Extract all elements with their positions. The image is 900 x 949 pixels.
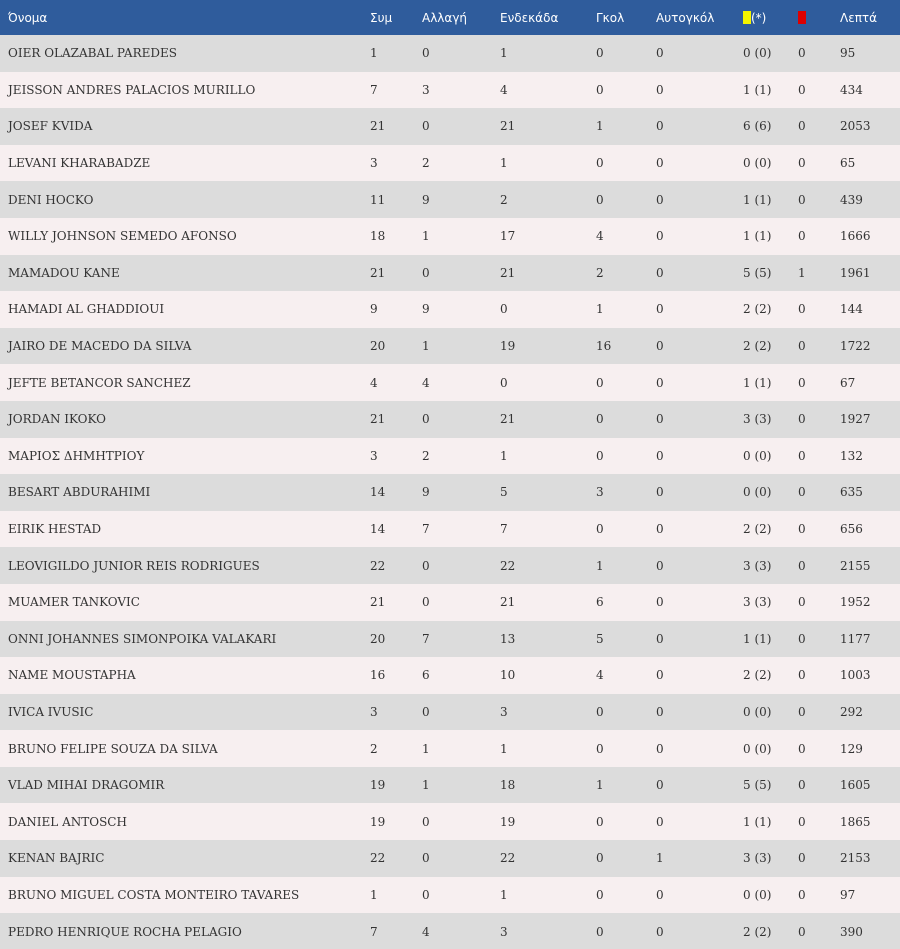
cell-apps: 19 xyxy=(370,778,386,793)
cell-subs: 2 xyxy=(422,156,430,171)
cell-minutes: 439 xyxy=(840,192,863,207)
cell-apps: 22 xyxy=(370,558,386,573)
cell-name[interactable]: OIER OLAZABAL PAREDES xyxy=(8,46,177,61)
cell-name[interactable]: KENAN BAJRIC xyxy=(8,851,105,866)
table-row xyxy=(0,291,900,328)
cell-lineups: 1 xyxy=(500,741,508,756)
cell-apps: 3 xyxy=(370,704,378,719)
cell-minutes: 1927 xyxy=(840,412,871,427)
cell-goals: 3 xyxy=(596,485,604,500)
cell-minutes: 1605 xyxy=(840,778,871,793)
cell-goals: 2 xyxy=(596,265,604,280)
cell-minutes: 1952 xyxy=(840,595,871,610)
cell-minutes: 635 xyxy=(840,485,863,500)
cell-lineups: 1 xyxy=(500,156,508,171)
cell-subs: 9 xyxy=(422,485,430,500)
cell-apps: 1 xyxy=(370,46,378,61)
header-lineups[interactable]: Ενδεκάδα xyxy=(500,10,559,25)
cell-minutes: 2153 xyxy=(840,851,871,866)
cell-red: 0 xyxy=(798,192,806,207)
cell-apps: 9 xyxy=(370,302,378,317)
header-own-goals[interactable]: Αυτογκόλ xyxy=(656,10,715,25)
cell-subs: 1 xyxy=(422,339,430,354)
cell-goals: 0 xyxy=(596,192,604,207)
cell-minutes: 1666 xyxy=(840,229,871,244)
cell-minutes: 65 xyxy=(840,156,856,171)
cell-lineups: 7 xyxy=(500,522,508,537)
cell-goals: 4 xyxy=(596,229,604,244)
cell-apps: 22 xyxy=(370,851,386,866)
cell-red: 0 xyxy=(798,375,806,390)
cell-goals: 0 xyxy=(596,156,604,171)
cell-subs: 1 xyxy=(422,778,430,793)
cell-own-goals: 0 xyxy=(656,595,664,610)
table-row xyxy=(0,511,900,548)
cell-yellow: 1 (1) xyxy=(743,814,772,829)
header-yellow-suffix: (*) xyxy=(751,10,767,25)
cell-lineups: 1 xyxy=(500,887,508,902)
table-row xyxy=(0,621,900,658)
cell-red: 0 xyxy=(798,156,806,171)
cell-apps: 14 xyxy=(370,522,386,537)
cell-own-goals: 0 xyxy=(656,339,664,354)
table-row xyxy=(0,401,900,438)
cell-own-goals: 0 xyxy=(656,265,664,280)
cell-yellow: 2 (2) xyxy=(743,522,772,537)
table-row xyxy=(0,803,900,840)
cell-yellow: 1 (1) xyxy=(743,229,772,244)
table-row xyxy=(0,181,900,218)
cell-yellow: 1 (1) xyxy=(743,631,772,646)
cell-red: 1 xyxy=(798,265,806,280)
cell-apps: 16 xyxy=(370,668,386,683)
cell-subs: 4 xyxy=(422,375,430,390)
cell-own-goals: 0 xyxy=(656,412,664,427)
cell-own-goals: 0 xyxy=(656,156,664,171)
cell-minutes: 132 xyxy=(840,448,863,463)
cell-name[interactable]: BRUNO MIGUEL COSTA MONTEIRO TAVARES xyxy=(8,887,300,902)
cell-own-goals: 0 xyxy=(656,814,664,829)
cell-red: 0 xyxy=(798,119,806,134)
cell-subs: 0 xyxy=(422,851,430,866)
cell-lineups: 3 xyxy=(500,924,508,939)
cell-lineups: 1 xyxy=(500,46,508,61)
cell-goals: 0 xyxy=(596,924,604,939)
cell-lineups: 21 xyxy=(500,119,516,134)
cell-yellow: 0 (0) xyxy=(743,448,772,463)
cell-minutes: 2155 xyxy=(840,558,871,573)
cell-name[interactable]: JEISSON ANDRES PALACIOS MURILLO xyxy=(8,82,256,97)
cell-name[interactable]: JOSEF KVIDA xyxy=(8,119,93,134)
cell-minutes: 2053 xyxy=(840,119,871,134)
cell-lineups: 13 xyxy=(500,631,516,646)
table-row xyxy=(0,694,900,731)
cell-yellow: 3 (3) xyxy=(743,412,772,427)
cell-own-goals: 0 xyxy=(656,741,664,756)
cell-subs: 0 xyxy=(422,704,430,719)
cell-yellow: 2 (2) xyxy=(743,668,772,683)
cell-goals: 6 xyxy=(596,595,604,610)
cell-apps: 21 xyxy=(370,119,386,134)
cell-subs: 7 xyxy=(422,522,430,537)
cell-yellow: 2 (2) xyxy=(743,339,772,354)
cell-subs: 2 xyxy=(422,448,430,463)
header-name[interactable]: Όνομα xyxy=(8,10,48,25)
cell-lineups: 0 xyxy=(500,302,508,317)
cell-lineups: 19 xyxy=(500,339,516,354)
cell-red: 0 xyxy=(798,46,806,61)
cell-apps: 7 xyxy=(370,82,378,97)
cell-red: 0 xyxy=(798,302,806,317)
cell-name[interactable]: JORDAN IKOKO xyxy=(8,412,106,427)
cell-minutes: 656 xyxy=(840,522,863,537)
cell-yellow: 0 (0) xyxy=(743,46,772,61)
table-row xyxy=(0,72,900,109)
table-row xyxy=(0,877,900,914)
cell-subs: 0 xyxy=(422,887,430,902)
cell-yellow: 1 (1) xyxy=(743,375,772,390)
cell-lineups: 22 xyxy=(500,558,516,573)
cell-own-goals: 0 xyxy=(656,668,664,683)
cell-name[interactable]: DENI HOCKO xyxy=(8,192,94,207)
cell-own-goals: 0 xyxy=(656,302,664,317)
cell-yellow: 2 (2) xyxy=(743,924,772,939)
cell-subs: 0 xyxy=(422,46,430,61)
cell-goals: 16 xyxy=(596,339,612,354)
cell-yellow: 0 (0) xyxy=(743,887,772,902)
cell-goals: 0 xyxy=(596,82,604,97)
table-row xyxy=(0,145,900,182)
cell-yellow: 0 (0) xyxy=(743,156,772,171)
cell-own-goals: 0 xyxy=(656,522,664,537)
cell-minutes: 390 xyxy=(840,924,863,939)
table-row xyxy=(0,218,900,255)
header-apps[interactable]: Συμ xyxy=(370,10,393,25)
cell-name[interactable]: LEOVIGILDO JUNIOR REIS RODRIGUES xyxy=(8,558,260,573)
cell-name[interactable]: MUAMER TANKOVIC xyxy=(8,595,140,610)
cell-lineups: 10 xyxy=(500,668,516,683)
cell-name[interactable]: WILLY JOHNSON SEMEDO AFONSO xyxy=(8,229,237,244)
cell-red: 0 xyxy=(798,412,806,427)
table-row xyxy=(0,35,900,72)
table-row xyxy=(0,657,900,694)
cell-yellow: 5 (5) xyxy=(743,265,772,280)
cell-minutes: 1961 xyxy=(840,265,871,280)
cell-name[interactable]: DANIEL ANTOSCH xyxy=(8,814,127,829)
cell-subs: 0 xyxy=(422,265,430,280)
table-row xyxy=(0,730,900,767)
cell-yellow: 0 (0) xyxy=(743,741,772,756)
cell-lineups: 21 xyxy=(500,595,516,610)
cell-yellow: 0 (0) xyxy=(743,704,772,719)
cell-subs: 0 xyxy=(422,814,430,829)
cell-name[interactable]: LEVANI KHARABADZE xyxy=(8,156,151,171)
cell-red: 0 xyxy=(798,741,806,756)
table-row xyxy=(0,328,900,365)
cell-goals: 0 xyxy=(596,851,604,866)
cell-subs: 9 xyxy=(422,192,430,207)
cell-red: 0 xyxy=(798,887,806,902)
cell-apps: 20 xyxy=(370,631,386,646)
cell-yellow: 3 (3) xyxy=(743,595,772,610)
cell-own-goals: 0 xyxy=(656,778,664,793)
cell-subs: 4 xyxy=(422,924,430,939)
cell-subs: 1 xyxy=(422,229,430,244)
header-yellow-cards[interactable] xyxy=(743,0,798,35)
cell-apps: 20 xyxy=(370,339,386,354)
cell-yellow: 2 (2) xyxy=(743,302,772,317)
cell-red: 0 xyxy=(798,668,806,683)
cell-yellow: 3 (3) xyxy=(743,558,772,573)
table-row xyxy=(0,255,900,292)
red-card-icon xyxy=(798,11,806,24)
cell-red: 0 xyxy=(798,485,806,500)
cell-name[interactable]: PEDRO HENRIQUE ROCHA PELAGIO xyxy=(8,924,242,939)
cell-name[interactable]: JEFTE BETANCOR SANCHEZ xyxy=(8,375,191,390)
cell-goals: 0 xyxy=(596,814,604,829)
table-row xyxy=(0,767,900,804)
cell-own-goals: 0 xyxy=(656,192,664,207)
cell-apps: 18 xyxy=(370,229,386,244)
cell-apps: 2 xyxy=(370,741,378,756)
cell-apps: 14 xyxy=(370,485,386,500)
cell-apps: 1 xyxy=(370,887,378,902)
cell-own-goals: 0 xyxy=(656,485,664,500)
cell-minutes: 129 xyxy=(840,741,863,756)
cell-minutes: 67 xyxy=(840,375,856,390)
cell-yellow: 1 (1) xyxy=(743,192,772,207)
cell-lineups: 1 xyxy=(500,448,508,463)
table-header xyxy=(0,0,900,35)
cell-subs: 0 xyxy=(422,412,430,427)
cell-red: 0 xyxy=(798,851,806,866)
cell-goals: 0 xyxy=(596,741,604,756)
cell-red: 0 xyxy=(798,522,806,537)
cell-goals: 1 xyxy=(596,119,604,134)
cell-red: 0 xyxy=(798,704,806,719)
table-row xyxy=(0,584,900,621)
cell-name[interactable]: BRUNO FELIPE SOUZA DA SILVA xyxy=(8,741,218,756)
header-goals[interactable]: Γκολ xyxy=(596,10,625,25)
table-row xyxy=(0,364,900,401)
cell-goals: 0 xyxy=(596,522,604,537)
cell-lineups: 21 xyxy=(500,412,516,427)
cell-minutes: 95 xyxy=(840,46,856,61)
cell-red: 0 xyxy=(798,814,806,829)
cell-lineups: 0 xyxy=(500,375,508,390)
cell-goals: 1 xyxy=(596,558,604,573)
cell-own-goals: 0 xyxy=(656,887,664,902)
cell-red: 0 xyxy=(798,778,806,793)
cell-red: 0 xyxy=(798,924,806,939)
yellow-card-icon xyxy=(743,11,751,24)
cell-lineups: 5 xyxy=(500,485,508,500)
cell-apps: 3 xyxy=(370,448,378,463)
header-row xyxy=(0,0,900,35)
cell-subs: 0 xyxy=(422,558,430,573)
cell-lineups: 3 xyxy=(500,704,508,719)
table-row xyxy=(0,438,900,475)
cell-own-goals: 0 xyxy=(656,375,664,390)
cell-own-goals: 1 xyxy=(656,851,664,866)
cell-apps: 11 xyxy=(370,192,386,207)
cell-name[interactable]: JAIRO DE MACEDO DA SILVA xyxy=(8,339,192,354)
cell-red: 0 xyxy=(798,558,806,573)
cell-subs: 6 xyxy=(422,668,430,683)
cell-name[interactable]: HAMADI AL GHADDIOUI xyxy=(8,302,165,317)
table-row xyxy=(0,547,900,584)
cell-minutes: 97 xyxy=(840,887,856,902)
table-row xyxy=(0,108,900,145)
cell-apps: 21 xyxy=(370,265,386,280)
cell-own-goals: 0 xyxy=(656,924,664,939)
cell-subs: 9 xyxy=(422,302,430,317)
cell-apps: 3 xyxy=(370,156,378,171)
cell-own-goals: 0 xyxy=(656,631,664,646)
cell-name[interactable]: BESART ABDURAHIMI xyxy=(8,485,151,500)
cell-lineups: 4 xyxy=(500,82,508,97)
table-row xyxy=(0,913,900,949)
header-subs[interactable]: Αλλαγή xyxy=(422,10,468,25)
cell-minutes: 144 xyxy=(840,302,863,317)
cell-goals: 0 xyxy=(596,375,604,390)
cell-own-goals: 0 xyxy=(656,82,664,97)
cell-apps: 4 xyxy=(370,375,378,390)
cell-name[interactable]: EIRIK HESTAD xyxy=(8,522,102,537)
cell-own-goals: 0 xyxy=(656,448,664,463)
cell-yellow: 3 (3) xyxy=(743,851,772,866)
cell-lineups: 19 xyxy=(500,814,516,829)
cell-red: 0 xyxy=(798,229,806,244)
table-row xyxy=(0,474,900,511)
cell-red: 0 xyxy=(798,595,806,610)
cell-goals: 0 xyxy=(596,412,604,427)
cell-apps: 21 xyxy=(370,595,386,610)
cell-lineups: 21 xyxy=(500,265,516,280)
cell-goals: 5 xyxy=(596,631,604,646)
cell-yellow: 1 (1) xyxy=(743,82,772,97)
cell-name[interactable]: VLAD MIHAI DRAGOMIR xyxy=(8,778,165,793)
cell-lineups: 22 xyxy=(500,851,516,866)
cell-name[interactable]: ONNI JOHANNES SIMONPOIKA VALAKARI xyxy=(8,631,277,646)
cell-minutes: 292 xyxy=(840,704,863,719)
cell-yellow: 5 (5) xyxy=(743,778,772,793)
cell-subs: 3 xyxy=(422,82,430,97)
cell-name[interactable]: IVICA IVUSIC xyxy=(8,704,94,719)
cell-goals: 0 xyxy=(596,448,604,463)
cell-goals: 1 xyxy=(596,302,604,317)
cell-red: 0 xyxy=(798,339,806,354)
cell-own-goals: 0 xyxy=(656,119,664,134)
cell-goals: 0 xyxy=(596,46,604,61)
cell-lineups: 2 xyxy=(500,192,508,207)
cell-lineups: 17 xyxy=(500,229,516,244)
cell-name[interactable]: NAME MOUSTAPHA xyxy=(8,668,136,683)
cell-own-goals: 0 xyxy=(656,46,664,61)
cell-own-goals: 0 xyxy=(656,704,664,719)
cell-lineups: 18 xyxy=(500,778,516,793)
cell-subs: 0 xyxy=(422,595,430,610)
cell-goals: 0 xyxy=(596,887,604,902)
cell-red: 0 xyxy=(798,448,806,463)
cell-yellow: 6 (6) xyxy=(743,119,772,134)
cell-name[interactable]: MAMADOU KANE xyxy=(8,265,120,280)
cell-subs: 0 xyxy=(422,119,430,134)
cell-yellow: 0 (0) xyxy=(743,485,772,500)
cell-own-goals: 0 xyxy=(656,558,664,573)
cell-goals: 0 xyxy=(596,704,604,719)
cell-goals: 4 xyxy=(596,668,604,683)
cell-red: 0 xyxy=(798,631,806,646)
cell-subs: 7 xyxy=(422,631,430,646)
table-body xyxy=(0,35,900,949)
cell-minutes: 1003 xyxy=(840,668,871,683)
header-minutes[interactable]: Λεπτά xyxy=(840,10,878,25)
cell-own-goals: 0 xyxy=(656,229,664,244)
cell-subs: 1 xyxy=(422,741,430,756)
cell-minutes: 1722 xyxy=(840,339,871,354)
cell-apps: 21 xyxy=(370,412,386,427)
cell-minutes: 1865 xyxy=(840,814,871,829)
cell-apps: 7 xyxy=(370,924,378,939)
cell-minutes: 434 xyxy=(840,82,863,97)
cell-minutes: 1177 xyxy=(840,631,871,646)
cell-name[interactable]: ΜΑΡΙΟΣ ΔΗΜΗΤΡΙΟΥ xyxy=(8,448,145,463)
cell-goals: 1 xyxy=(596,778,604,793)
header-red-cards[interactable] xyxy=(798,0,832,35)
cell-apps: 19 xyxy=(370,814,386,829)
cell-red: 0 xyxy=(798,82,806,97)
table-row xyxy=(0,840,900,877)
